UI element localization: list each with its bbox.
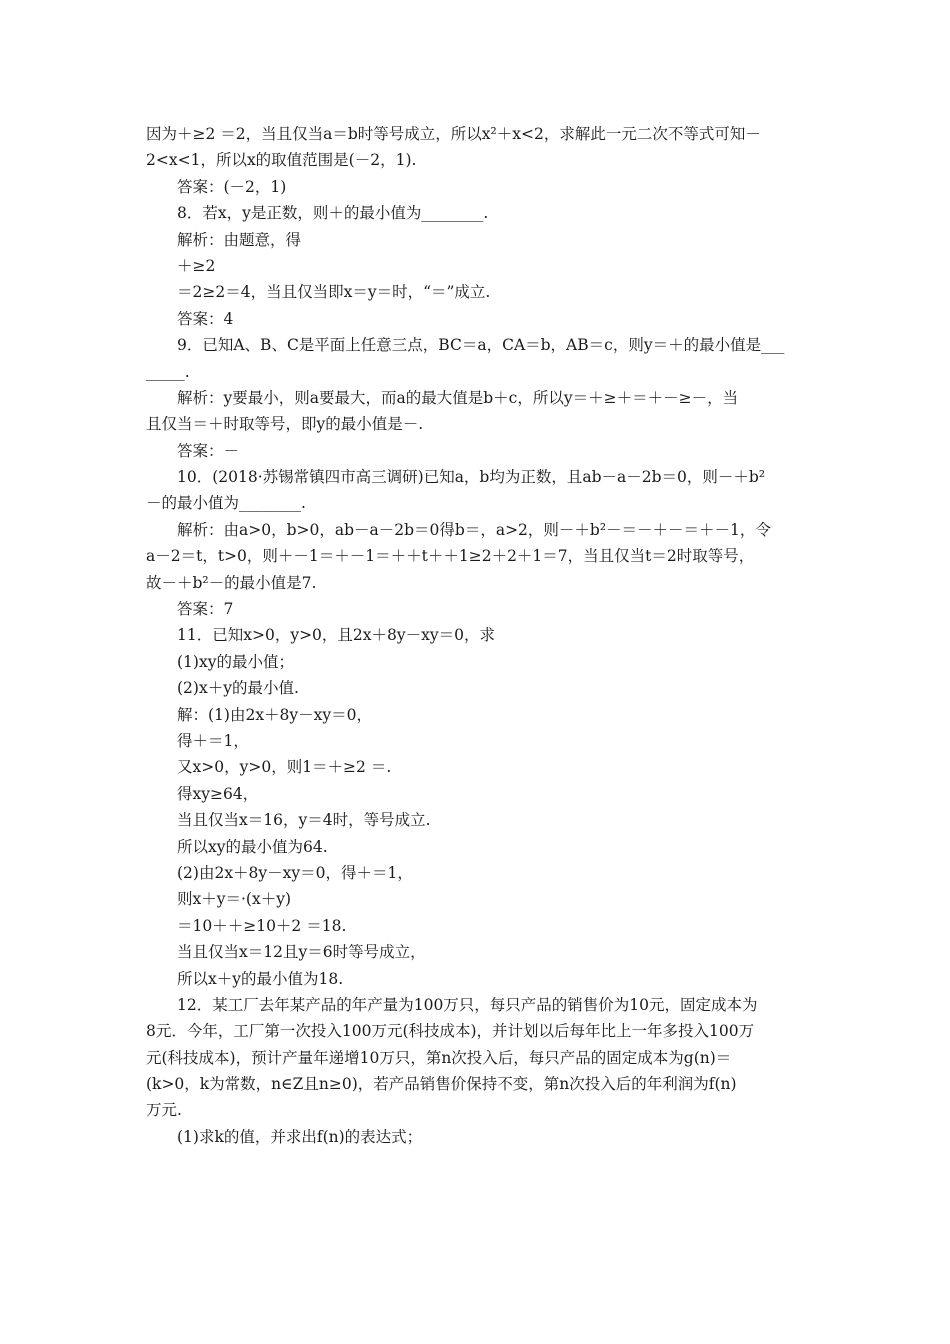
text-body <box>146 121 811 1150</box>
text-line: 又x>0，y>0，则1＝＋≥2 ＝. <box>177 758 392 777</box>
text-line: 12．某工厂去年某产品的年产量为100万只，每只产品的销售价为10元，固定成本为 <box>177 995 758 1014</box>
text-line: 得xy≥64， <box>177 784 259 803</box>
text-line: 所以x＋y的最小值为18. <box>177 969 344 988</box>
text-line: 10．(2018·苏锡常镇四市高三调研)已知a，b均为正数，且ab－a－2b＝0，则－＋b² <box>177 468 766 487</box>
text-line: (1)xy的最小值； <box>177 652 294 671</box>
text-line: ＋≥2 <box>177 256 216 275</box>
text-line: 2<x<1，所以x的取值范围是(－2，1). <box>146 151 417 170</box>
text-line: (k>0，k为常数，n∈Z且n≥0)，若产品销售价保持不变，第n次投入后的年利润为f(n) <box>146 1075 737 1094</box>
text-line: 解析：y要最小，则a要最大，而a的最大值是b＋c，所以y＝＋≥＋＝＋－≥－，当 <box>177 388 739 407</box>
text-line: 答案：－ <box>177 441 240 460</box>
text-line: _____. <box>146 362 190 381</box>
text-line: 得＋＝1， <box>177 731 249 750</box>
document-page <box>146 121 811 1150</box>
text-line: 元(科技成本)，预计产量年递增10万只，第n次投入后，每只产品的固定成本为g(n)＝ <box>146 1048 732 1067</box>
text-line: 万元. <box>146 1101 182 1120</box>
text-line: 故－＋b²－的最小值是7. <box>146 573 317 592</box>
text-line: 所以xy的最小值为64. <box>177 837 328 856</box>
text-line: a－2＝t，t>0，则＋－1＝＋－1＝＋＋t＋＋1≥2＋2＋1＝7，当且仅当t＝2时取等号， <box>146 547 755 566</box>
text-line: 解：(1)由2x＋8y－xy＝0， <box>177 705 373 724</box>
text-line: (1)求k的值，并求出f(n)的表达式； <box>177 1127 423 1146</box>
text-line: 9．已知A、B、C是平面上任意三点，BC＝a，CA＝b，AB＝c，则y＝＋的最小值是___ <box>177 336 785 355</box>
text-line: 答案：(－2，1) <box>177 177 287 196</box>
text-line: 因为＋≥2 ＝2，当且仅当a＝b时等号成立，所以x²＋x<2，求解此一元二次不等式可知－ <box>146 125 761 143</box>
text-line: 解析：由a>0，b>0，ab－a－2b＝0得b＝，a>2，则－＋b²－＝－＋－＝＋－1，令 <box>177 520 771 539</box>
text-line: 8元．今年，工厂第一次投入100万元(科技成本)，并计划以后每年比上一年多投入100万 <box>146 1022 755 1041</box>
text-line: 且仅当＝＋时取等号，即y的最小值是－. <box>146 415 424 434</box>
text-line: 解析：由题意，得 <box>177 230 302 249</box>
text-line: 当且仅当x＝16，y＝4时，等号成立. <box>177 811 431 830</box>
text-line: (2)x＋y的最小值. <box>177 679 299 698</box>
text-line: －的最小值为________. <box>146 494 306 513</box>
text-line: ＝10＋＋≥10＋2 ＝18. <box>177 916 347 935</box>
text-line: 则x＋y＝·(x＋y) <box>177 890 292 909</box>
text-line: ＝2≥2＝4，当且仅当即x＝y＝时，“＝”成立. <box>177 283 491 302</box>
text-line: 8．若x，y是正数，则＋的最小值为________. <box>177 204 489 223</box>
text-line: (2)由2x＋8y－xy＝0，得＋＝1， <box>177 863 413 882</box>
text-line: 11．已知x>0，y>0，且2x＋8y－xy＝0，求 <box>177 626 496 645</box>
text-line: 答案：4 <box>177 309 234 328</box>
text-line: 当且仅当x＝12且y＝6时等号成立， <box>177 943 426 962</box>
text-line: 答案：7 <box>177 600 234 619</box>
